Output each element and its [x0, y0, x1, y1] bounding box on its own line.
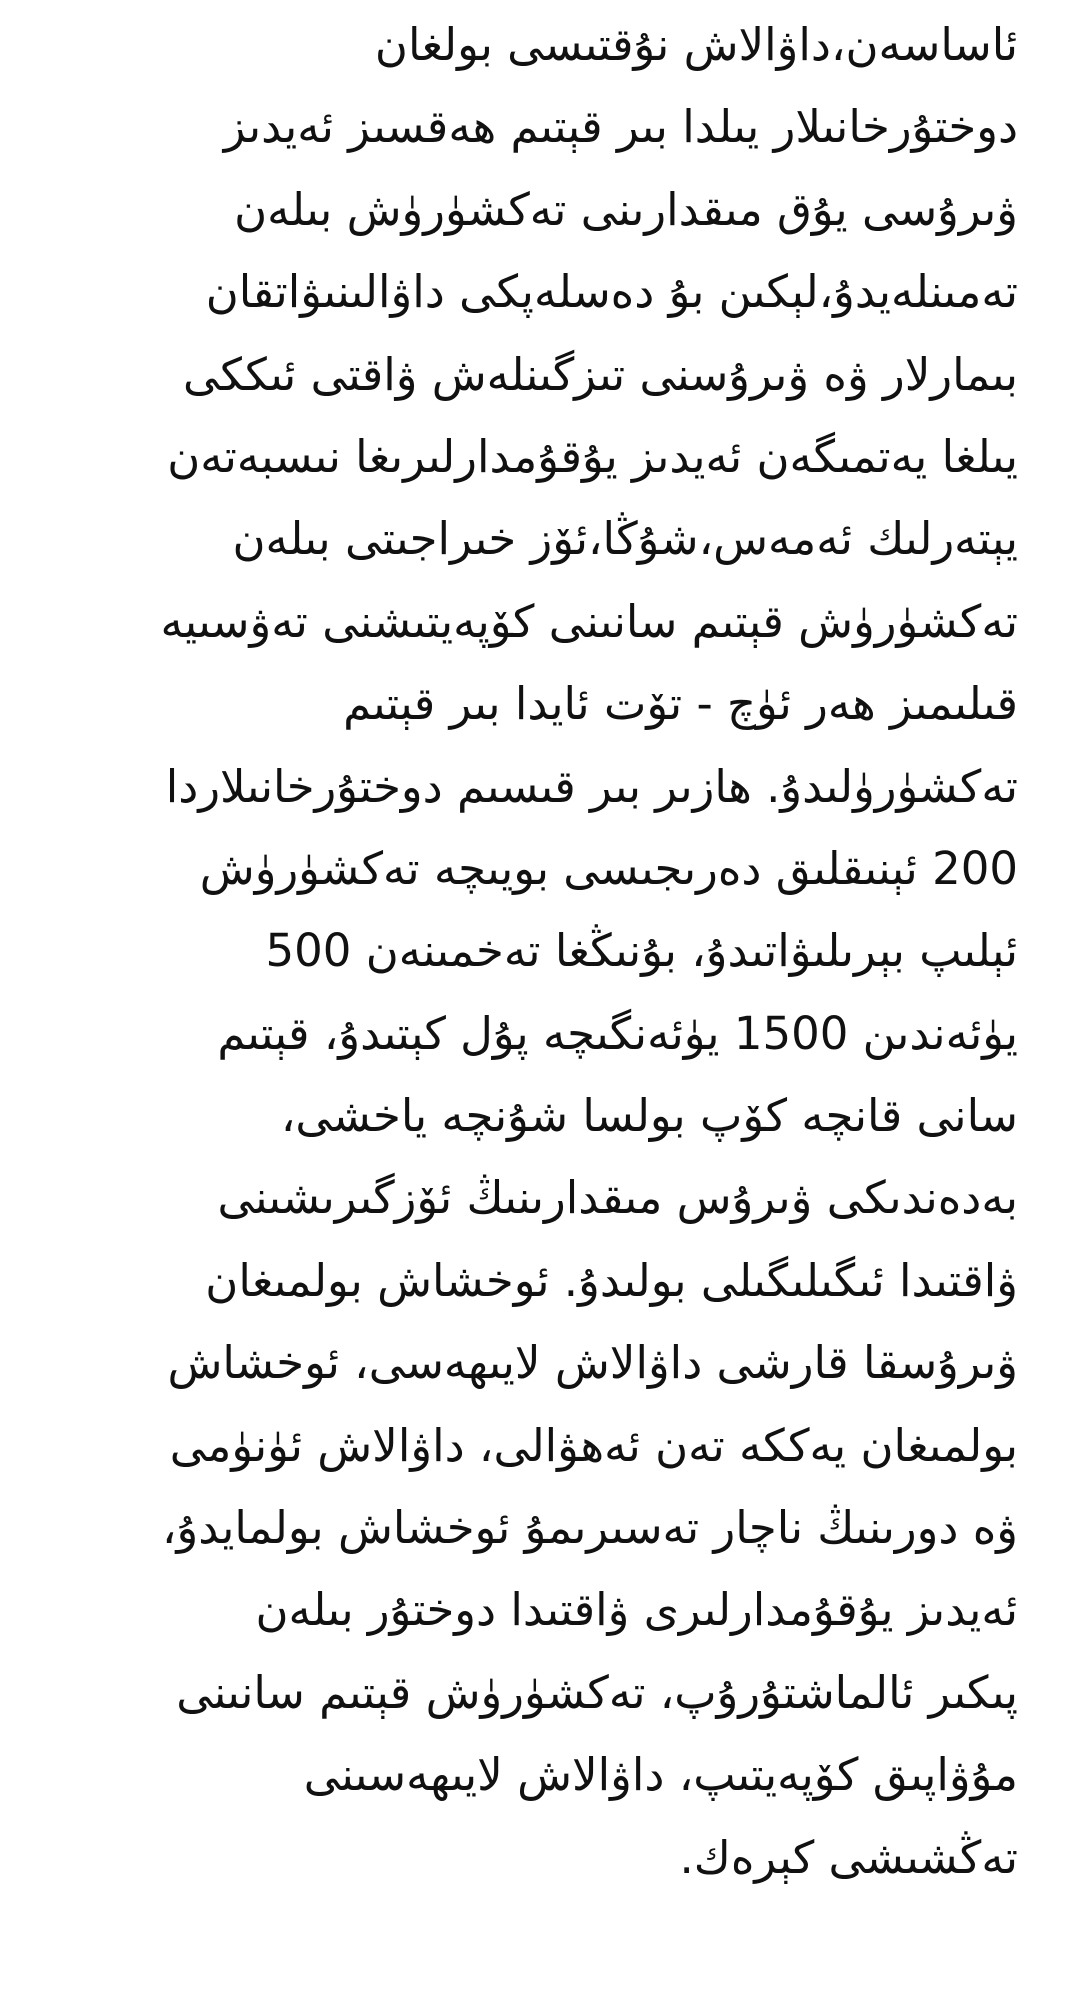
text-line: بىمارلار ۋە ۋىرۇسنى تىزگىنلەش ۋاقتى ئىككى	[182, 347, 1018, 401]
text-line: تەمىنلەيدۇ،لېكىن بۇ دەسلەپكى داۋالىنىۋاتقان	[205, 265, 1018, 319]
text-line: ۋىرۇسقا قارشى داۋالاش لايىھەسى، ئوخشاش	[167, 1336, 1018, 1390]
text-line: سانى قانچە كۆپ بولسا شۇنچە ياخشى،	[280, 1089, 1018, 1143]
text-line: ئەيدىز يۇقۇمدارلىرى ۋاقتىدا دوختۇر بىلەن	[255, 1583, 1018, 1637]
text-line: بولمىغان يەككە تەن ئەھۋالى، داۋالاش ئۈنۈمى	[169, 1418, 1018, 1472]
text-line: مۇۋاپىق كۆپەيتىپ، داۋالاش لايىھەسىنى	[303, 1748, 1018, 1802]
text-line: ۋىرۇسى يۇق مىقدارىنى تەكشۈرۈش بىلەن	[234, 182, 1018, 236]
text-line: تەكشۈرۈش قېتىم سانىنى كۆپەيتىشنى تەۋسىيە	[160, 594, 1018, 648]
text-line: يېتەرلىك ئەمەس،شۇڭا،ئۆز خىراجىتى بىلەن	[232, 512, 1018, 566]
text-line: ۋاقتىدا ئىگىلىگىلى بولىدۇ. ئوخشاش بولمىغان	[205, 1253, 1018, 1307]
text-line: قىلىمىز ھەر ئۈچ - تۆت ئايدا بىر قېتىم	[343, 677, 1018, 731]
text-line: ۋە دورىنىڭ ناچار تەسىرىمۇ ئوخشاش بولمايدۇ،	[162, 1501, 1018, 1555]
article-body	[56, 4, 1018, 1899]
text-line: ئاساسەن،داۋالاش نۇقتىسى بولغان	[374, 18, 1018, 71]
text-line: ئېلىپ بېرىلىۋاتىدۇ، بۇنىڭغا تەخمىنەن 500	[265, 924, 1018, 978]
text-line: يىلغا يەتمىگەن ئەيدىز يۇقۇمدارلىرىغا نىسبەتەن	[167, 429, 1018, 483]
text-line: پىكىر ئالماشتۇرۇپ، تەكشۈرۈش قېتىم سانىنى	[176, 1665, 1018, 1719]
text-line: 200 ئېنىقلىق دەرىجىسى بويىچە تەكشۈرۈش	[199, 841, 1018, 895]
text-line: بەدەندىكى ۋىرۇس مىقدارىنىڭ ئۆزگىرىشىنى	[217, 1171, 1018, 1225]
text-line: دوختۇرخانىلار يىلدا بىر قېتىم ھەقسىز ئەيدىز	[223, 100, 1018, 154]
text-line: تەڭشىشى كېرەك.	[679, 1830, 1018, 1884]
text-line: يۈئەندىن 1500 يۈئەنگىچە پۇل كېتىدۇ، قېتىم	[217, 1006, 1018, 1060]
text-line: تەكشۈرۈلىدۇ. ھازىر بىر قىسىم دوختۇرخانىلاردا	[165, 759, 1018, 813]
